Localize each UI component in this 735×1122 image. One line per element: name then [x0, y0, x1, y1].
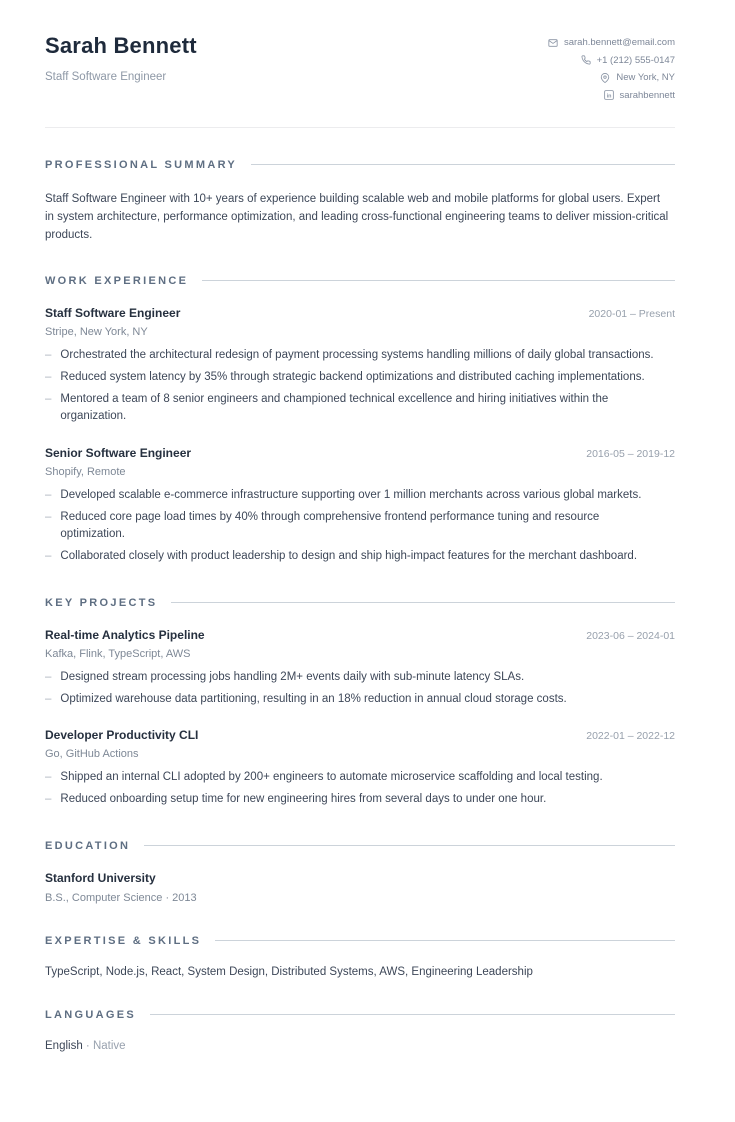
section-title: LANGUAGES [45, 1008, 136, 1021]
section-rule [202, 280, 675, 281]
section-heading-row [45, 597, 675, 609]
bullet-dash: – [45, 670, 52, 683]
entry-title: Real-time Analytics Pipeline [45, 627, 205, 642]
bullet-dash: – [45, 793, 52, 805]
phone-icon [581, 55, 591, 65]
section-rule [171, 602, 675, 603]
entry-head [45, 728, 675, 742]
section-heading-row [45, 159, 675, 171]
bullet-item [45, 487, 675, 505]
bullet-dash: – [45, 550, 52, 562]
contact-email-text: sarah.bennett@email.com [563, 37, 675, 48]
bullet-text: Shipped an internal CLI adopted by 200+ engineers to automate microservice scaffolding and local testing. [60, 771, 603, 783]
contact-phone [581, 55, 675, 66]
section-rule [251, 164, 675, 165]
bullet-text: Reduced onboarding setup time for new engineering hires from several days to under one hour. [60, 793, 547, 805]
entry-dates: 2023-06 – 2024-01 [586, 629, 675, 642]
entry-dates: 2016-05 – 2019-12 [586, 447, 675, 460]
education-school: Stanford University [45, 870, 156, 885]
bullet-text: Reduced core page load times by 40% through comprehensive frontend performance tuning and resource optimization. [60, 510, 600, 540]
bullet-list [45, 487, 675, 566]
bullet-text: Designed stream processing jobs handling 2M+ events daily with sub-minute latency SLAs. [60, 670, 525, 683]
section-heading-row [45, 275, 675, 287]
contact-linkedin [604, 90, 675, 101]
section-professional-summary [45, 159, 675, 244]
language-entry [45, 1040, 675, 1052]
bullet-item [45, 347, 675, 365]
entry-dates: 2020-01 – Present [588, 307, 675, 320]
contact-linkedin-text: sarahbennett [619, 89, 675, 101]
svg-text:in: in [606, 93, 611, 100]
section-skills [45, 935, 675, 978]
header-divider [45, 127, 675, 128]
bullet-dash: – [45, 510, 52, 523]
section-title: PROFESSIONAL SUMMARY [45, 158, 238, 171]
bullet-dash: – [45, 392, 52, 405]
bullet-list [45, 669, 675, 709]
skills-list: TypeScript, Node.js, React, System Design, Distributed Systems, AWS, Engineering Leadership [45, 965, 533, 978]
experience-entry [45, 446, 675, 566]
contact-phone-text: +1 (212) 555-0147 [596, 54, 675, 66]
linkedin-icon [604, 90, 614, 100]
person-name: Sarah Bennett [45, 33, 197, 58]
section-rule [215, 940, 675, 941]
section-title: WORK EXPERIENCE [45, 274, 189, 287]
entry-subtitle: Go, GitHub Actions [45, 748, 139, 760]
bullet-item [45, 548, 675, 566]
contact-location [600, 72, 675, 83]
contact-block [548, 33, 675, 101]
section-title: KEY PROJECTS [45, 596, 158, 609]
project-entry [45, 628, 675, 709]
bullet-text: Reduced system latency by 35% through strategic backend optimizations and distributed caching implementations. [60, 370, 645, 383]
section-key-projects [45, 597, 675, 809]
bullet-text: Developed scalable e-commerce infrastructure supporting over 1 million merchants across various global markets. [60, 488, 642, 501]
entry-subtitle: Shopify, Remote [45, 465, 126, 478]
section-heading-row [45, 1009, 675, 1021]
email-icon [548, 38, 558, 48]
bullet-dash: – [45, 692, 52, 705]
project-entry [45, 728, 675, 809]
resume-header [45, 33, 675, 101]
section-title: EDUCATION [45, 839, 131, 852]
entry-subtitle: Stripe, New York, NY [45, 325, 148, 338]
section-heading-row [45, 935, 675, 947]
bullet-item [45, 369, 675, 387]
section-languages [45, 1009, 675, 1052]
bullet-list [45, 347, 675, 426]
bullet-item [45, 691, 675, 709]
bullet-dash: – [45, 370, 52, 383]
education-detail: B.S., Computer Science · 2013 [45, 891, 197, 904]
section-rule [150, 1014, 675, 1015]
bullet-dash: – [45, 771, 52, 783]
summary-text: Staff Software Engineer with 10+ years of experience building scalable web and mobile platforms for global users. Expert in system architecture, performance optimization, and leading cross-functional engineering teams to deliver mission-critical products. [45, 192, 669, 241]
section-rule [144, 845, 675, 846]
entry-subtitle: Kafka, Flink, TypeScript, AWS [45, 647, 191, 660]
entry-dates: 2022-01 – 2022-12 [586, 730, 675, 742]
bullet-dash: – [45, 488, 52, 501]
contact-location-text: New York, NY [616, 72, 675, 83]
section-heading-row [45, 840, 675, 852]
bullet-item [45, 669, 675, 687]
bullet-item [45, 791, 675, 809]
entry-head [45, 446, 675, 460]
bullet-item [45, 509, 675, 544]
entry-title: Developer Productivity CLI [45, 728, 199, 742]
section-title: EXPERTISE & SKILLS [45, 934, 202, 947]
entry-head [45, 628, 675, 642]
section-work-experience [45, 275, 675, 566]
bullet-text: Optimized warehouse data partitioning, resulting in an 18% reduction in annual cloud storage costs. [60, 692, 567, 705]
entry-title: Staff Software Engineer [45, 305, 181, 320]
entry-title: Senior Software Engineer [45, 445, 192, 460]
person-job-title: Staff Software Engineer [45, 71, 167, 83]
identity-block [45, 33, 197, 83]
entry-head [45, 306, 675, 320]
bullet-item [45, 391, 675, 426]
bullet-text: Mentored a team of 8 senior engineers and championed technical excellence and hiring initiatives within the organization. [60, 392, 609, 422]
bullet-list [45, 769, 675, 809]
section-education [45, 840, 675, 904]
contact-email [548, 37, 675, 48]
bullet-text: Collaborated closely with product leadership to design and ship high-impact features for the merchant dashboard. [60, 550, 638, 562]
language-separator: · [85, 1039, 90, 1052]
location-pin-icon [600, 73, 610, 83]
experience-entry [45, 306, 675, 426]
language-level: Native [92, 1039, 126, 1052]
bullet-text: Orchestrated the architectural redesign of payment processing systems handling millions of daily global transactions. [60, 348, 654, 361]
bullet-item [45, 769, 675, 787]
language-name: English [45, 1039, 83, 1052]
bullet-dash: – [45, 348, 52, 361]
